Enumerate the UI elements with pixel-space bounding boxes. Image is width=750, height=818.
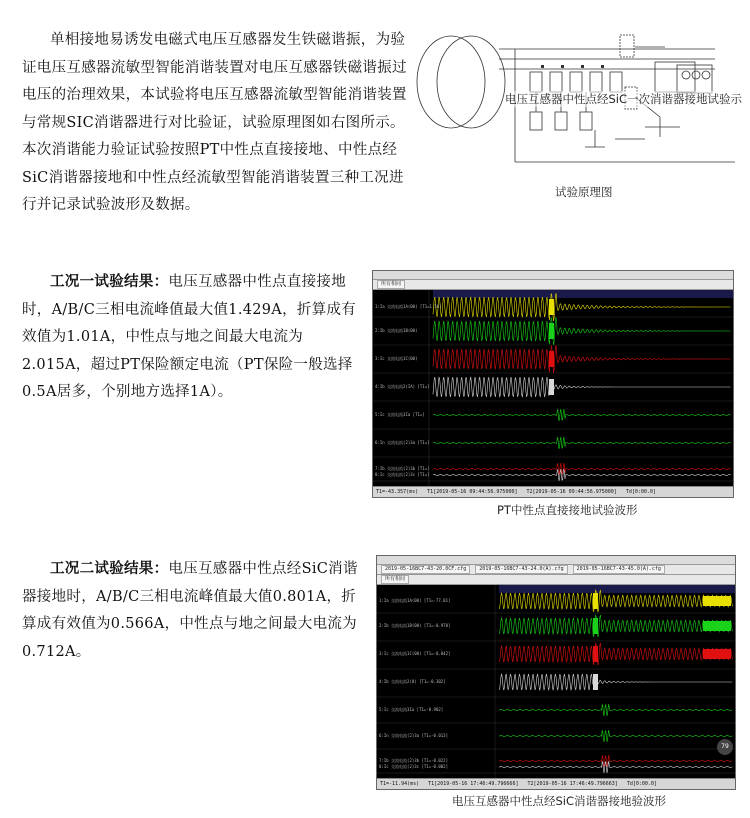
cursor-marker [549,299,554,315]
waveform-trace [433,345,731,373]
waveform-trace [433,317,731,345]
status-td: Td[0:00.0] [625,489,656,495]
cursor-marker [593,593,598,609]
channel-dropdown[interactable]: 所有相间 [381,575,409,584]
channel-label: 6:In 交流电流(2)3a [T1=] [375,440,430,445]
cursor-marker [549,323,554,339]
intro-paragraph: 单相接地易诱发电磁式电压互感器发生铁磁谐振，为验证电压互感器流敏型智能消谐装置对电压互感器铁磁谐振过电压的治理效果，本试验将电压互感器流敏型智能消谐装置与常规SIC消谐器进行对比验证，试验原理图如右图所示。本次消谐能力验证试验按照PT中性点直接接地、中性点经SiC消谐器接地和中性点经流敏型智能消谐装置三种工况进行并记录试验波形及数据。 [22,32,407,213]
channel-label: 5:Ic 交流电流3Ia [T1=-0.902] [379,707,444,712]
waveform-traces [433,293,731,481]
channel-label: 1:Ia 交流电流1A(00) [T1=-77.01] [379,598,451,603]
case2-paragraph [22,555,367,666]
waveform-trace [499,615,732,637]
case1-waveforms [373,271,733,497]
diagram-caption: 试验原理图 [555,185,613,199]
channel-label: 7:Ib 交流电流(2)3b [T1=] [375,466,430,471]
status-time1: T1[2019-05-16 09:44:56.975000] [427,489,518,495]
waveform-trace [499,590,732,612]
waveform-trace [433,463,731,475]
file-tab[interactable]: 2019-05-16BC7-43-20.0CF.cfg [381,565,470,574]
waveform-trace [433,437,731,449]
diagram-overlay-label: 电压互感器中性点经SiC一次消谐器接地试验示 [505,92,743,106]
case1-text: 电压互感器中性点直接接地时，A/B/C三相电流峰值最大值1.429A，折算成有效值为1.01A，中性点与地之间最大电流为2.015A，超过PT保险额定电流（PT保险一般选择0.5A居多，个别地方选择1A）。 [22,274,357,400]
waveform-trace [499,674,732,690]
channel-label: 1:Ia 交流电流1A(00) [T1=1.56] [375,304,442,309]
channel-label: 4:Ib 交流电流2(0) [T1=-0.302] [379,679,446,684]
channel-label: 8:Ic 交流电流(2)3c [T1=-0.002] [379,764,448,769]
cursor-marker [549,379,554,395]
file-tab[interactable]: 2019-05-16BC7-43-45.0(A).cfg [573,565,665,574]
channel-label: 6:In 交流电流(2)3a [T1=-0.013] [379,733,448,738]
case1-paragraph [22,268,367,407]
waveform-trace [433,409,731,421]
case1-title: 工况一试验结果： [50,273,169,290]
waveform-trace [499,730,732,742]
case2-text: 电压互感器中性点经SiC消谐器接地时，A/B/C三相电流峰值最大值0.801A，折算成有效值为0.566A，中性点与地之间最大电流为0.712A。 [22,561,358,660]
channel-label: 2:Ib 交流电流1B(00) [375,328,418,333]
cursor-marker [593,646,598,662]
saturated-band [703,621,731,631]
saturated-band [703,649,731,659]
case2-title: 工况二试验结果： [50,560,169,577]
waveform-trace [499,761,732,773]
cursor-marker [549,351,554,367]
channel-dropdown[interactable]: 所有相间 [377,280,405,289]
channel-label: 3:Ic 交流电流1C(00) [375,356,418,361]
channel-label: 8:Ic 交流电流(2)3c [T1=] [375,472,430,477]
channel-label: 4:Ib 交流电流2(IA) [T1=] [375,384,430,389]
channel-label: 7:Ib 交流电流(2)3b [T1=-0.022] [379,758,448,763]
waveform-traces [499,590,732,773]
status-time1: T1[2019-05-16 17:46:49.796666] [428,781,519,787]
case1-waveform-screenshot [372,270,734,498]
status-t1: T1=-11.94(ms) [380,781,420,787]
status-time2: T2[2019-05-16 09:44:56.975000] [526,489,617,495]
status-time2: T2[2019-05-16 17:46:49.796663] [527,781,618,787]
cursor-marker [593,618,598,634]
waveform-trace [433,469,731,481]
status-td: Td[0:00.0] [626,781,657,787]
waveform-trace [433,377,731,397]
channel-label: 5:Ic 交流电流3Ia [T1=] [375,412,425,417]
waveform-trace [499,643,732,665]
channel-label: 3:Ic 交流电流1C(00) [T1=-0.042] [379,651,451,656]
file-tab[interactable]: 2019-05-16BC7-43-24.0(A).cfg [475,565,567,574]
case1-caption: PT中性点直接接地试验波形 [497,503,638,517]
case2-waveforms [377,556,735,789]
case2-waveform-screenshot [376,555,736,790]
scope-statusbar [377,778,735,789]
cursor-marker [593,674,598,690]
scope-statusbar [373,486,733,497]
waveform-trace [499,704,732,716]
waveform-trace [499,755,732,767]
case2-caption: 电压互感器中性点经SiC消谐器接地验波形 [452,794,667,808]
channel-label: 2:Ib 交流电流1B(00) [T1=-0.970] [379,623,451,628]
zoom-badge: 79 [717,739,733,755]
saturated-band [703,596,731,606]
status-t1: T1=-43.357(ms) [376,489,419,495]
